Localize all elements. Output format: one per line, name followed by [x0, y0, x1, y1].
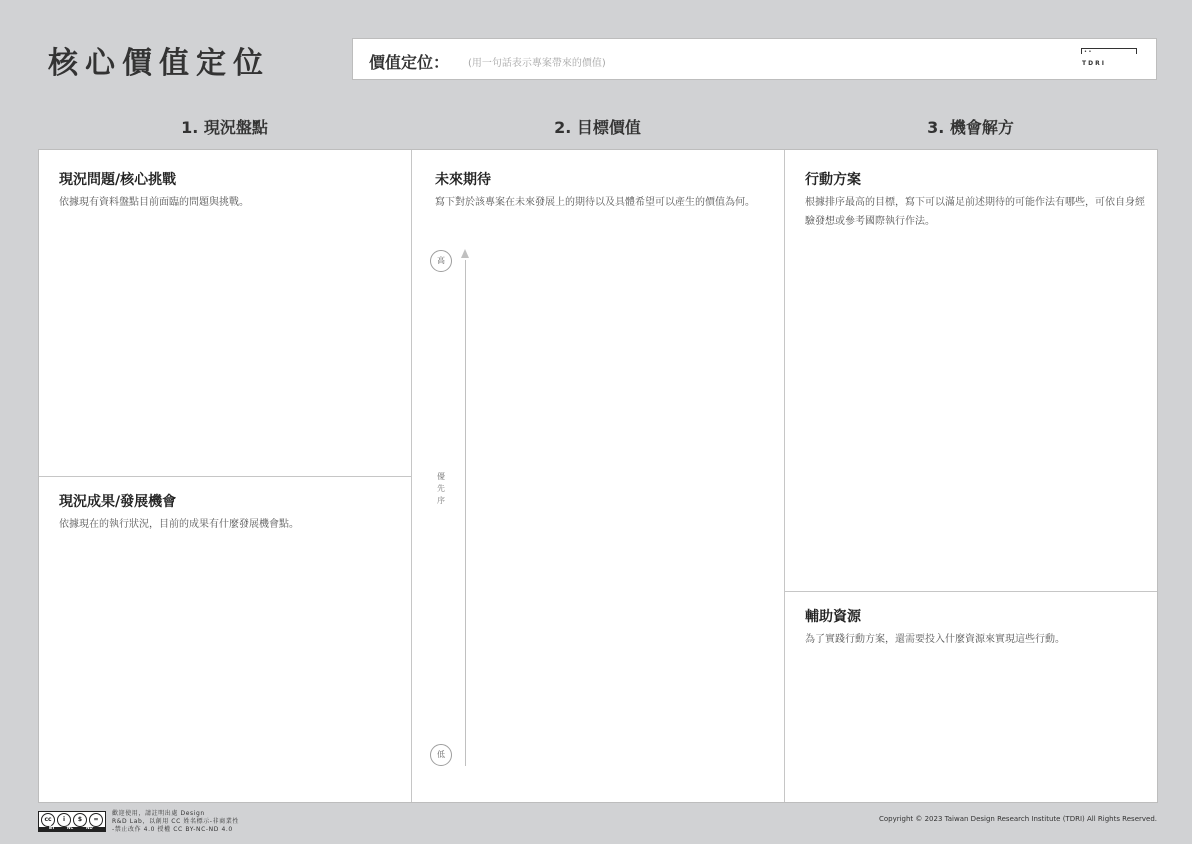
cc-license-badge[interactable]	[38, 811, 106, 832]
license-line: -禁止改作 4.0 授權 CC BY-NC-ND 4.0	[112, 826, 233, 833]
section-description: 根據排序最高的目標，寫下可以滿足前述期待的可能作法有哪些，可依自身經驗發想或參考國際執行作法。	[805, 197, 1145, 227]
section-support-resources[interactable]	[805, 607, 1145, 649]
license-nc-text: NC	[67, 825, 74, 830]
column-divider	[784, 150, 785, 802]
section-title: 現況問題/核心挑戰	[59, 172, 177, 188]
section-description: 依據現在的執行狀況，目前的成果有什麼發展機會點。	[59, 519, 299, 530]
logo-text: TDRI	[1082, 60, 1106, 67]
canvas-board	[38, 149, 1158, 803]
attribution-icon: i	[57, 813, 71, 827]
priority-high-marker: 高	[430, 250, 452, 272]
column-heading-target-value: 2. 目標價值	[554, 118, 641, 137]
logo-dots-icon: • •	[1084, 49, 1092, 55]
section-current-results[interactable]	[59, 492, 389, 534]
section-title: 現況成果/發展機會	[59, 494, 177, 510]
section-description: 寫下對於該專案在未來發展上的期待以及具體希望可以產生的價值為何。	[435, 197, 755, 208]
value-proposition-box[interactable]	[352, 38, 1157, 80]
column-heading-opportunity-solution: 3. 機會解方	[927, 118, 1014, 137]
cc-icon: cc	[41, 813, 55, 827]
row-divider	[39, 476, 411, 477]
section-title: 行動方案	[805, 172, 861, 188]
section-future-expectations[interactable]	[435, 170, 775, 212]
tdri-logo	[1081, 48, 1138, 70]
value-proposition-label: 價值定位：	[369, 53, 450, 72]
column-heading-current-status: 1. 現況盤點	[181, 118, 268, 137]
section-current-problems[interactable]	[59, 170, 389, 212]
page-title: 核心價值定位	[48, 46, 270, 81]
noncommercial-icon: $	[73, 813, 87, 827]
copyright-text: Copyright © 2023 Taiwan Design Research Institute (TDRI) All Rights Reserved.	[878, 815, 1157, 823]
license-badge-bar	[39, 827, 105, 832]
column-divider	[411, 150, 412, 802]
license-line: R&D Lab，以創用 CC 姓名標示-非商業性	[112, 818, 239, 825]
section-action-plan[interactable]	[805, 170, 1145, 231]
priority-low-marker: 低	[430, 744, 452, 766]
value-proposition-hint: (用一句話表示專案帶來的價值)	[468, 58, 606, 69]
priority-axis-label: 優先序	[437, 472, 445, 505]
noderivatives-icon: =	[89, 813, 103, 827]
section-description: 依據現有資料盤點目前面臨的問題與挑戰。	[59, 197, 249, 208]
license-by-text: BY	[49, 825, 55, 830]
row-divider	[785, 591, 1157, 592]
arrow-up-icon	[461, 249, 469, 258]
license-text	[112, 810, 239, 834]
section-description: 為了實踐行動方案，還需要投入什麼資源來實現這些行動。	[805, 634, 1065, 645]
section-title: 未來期待	[435, 172, 491, 188]
license-line: 歡迎使用，請註明出處 Design	[112, 810, 205, 817]
priority-axis-line	[465, 260, 466, 766]
section-title: 輔助資源	[805, 609, 861, 625]
license-nd-text: ND	[86, 825, 93, 830]
